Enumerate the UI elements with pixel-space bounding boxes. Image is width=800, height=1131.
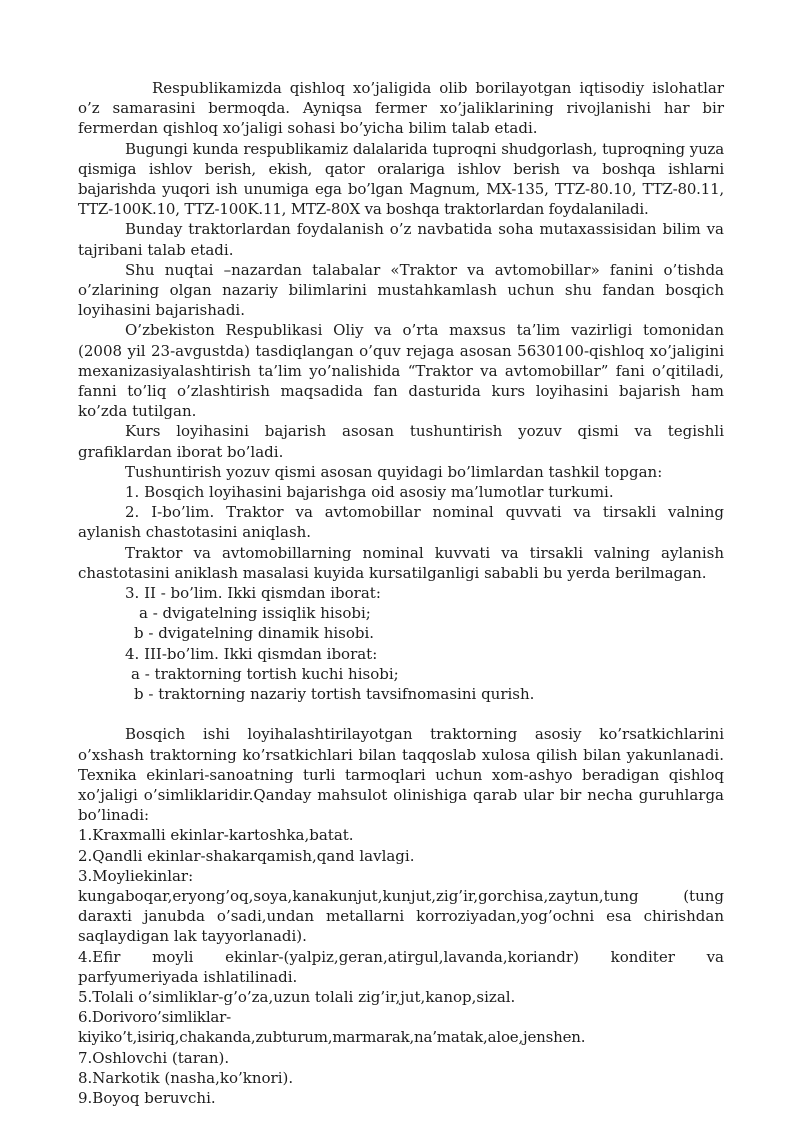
paragraph-tractors-used: Bugungi kunda respublikamiz dalalarida tuproqni shudgorlash, tuproqning yuza qismiga ishlov berish, ekish, qator oralariga ishlov berish va boshqa ishlarni bajarishda yuqori ish unumiga ega bo’lgan Magnum, MX-135, TTZ-80.10, TTZ-80.11, TTZ-100K.10, TTZ-100K.11, MTZ-80X va boshqa traktorlardan foydalaniladi. — [78, 139, 724, 219]
paragraph-course-project: Shu nuqtai –nazardan talabalar «Traktor va avtomobillar» fanini o’tishda o’zlarining olgan nazariy bilimlarini mustahkamlash uchun shu fandan bosqich loyihasini bajarishadi. — [78, 260, 724, 320]
list-subitem-3b: b - dvigatelning dinamik hisobi. — [134, 624, 375, 643]
paragraph-note: Traktor va avtomobillarning nominal kuvvati va tirsakli valning aylanish chastotasini aniklash masalasi kuyida kursatilganligi sababli bu yerda berilmagan. — [78, 543, 724, 582]
paragraph-project-structure: Kurs loyihasini bajarish asosan tushuntirish yozuv qismi va tegishli grafiklardan iborat bo’ladi. — [78, 422, 724, 461]
crop-list-item-7: 7.Oshlovchi (taran). — [78, 1048, 230, 1067]
paragraph-conclusion: Bosqich ishi loyihalashtirilayotgan traktorning asosiy ko’rsatkichlarini o’xshash traktorning ko’rsatkichlari bilan taqqoslab xulosa qilish bilan yakunlanadi. Texnika ekinlari-sanoatning turli tarmoqlari uchun xom-ashyo beradigan qishloq xo’jaligi o’simliklaridir.Qanday mahsulot olinishiga qarab ular bir necha guruhlarga bo’linadi: — [78, 725, 724, 825]
paragraph-intro: Respublikamizda qishloq xo’jaligida olib borilayotgan iqtisodiy islohatlar o’z samarasini bermoqda. Ayniqsa fermer xo’jaliklarining rivojlanishi har bir fermerdan qishloq xo’jaligi sohasi bo’yicha bilim talab etadi. — [78, 79, 724, 138]
crop-list-item-3: 3.Moyliekinlar: kungaboqar,eryong’oq,soya,kanakunjut,kunjut,zig’ir,gorchisa,zaytun,tung (tung daraxti janubda o’sadi,undan metallarni korroziyadan,yog’ochni esa chirishdan saqlaydigan lak tayyorlanadi). — [78, 866, 724, 946]
paragraph-sections-intro: Tushuntirish yozuv qismi asosan quyidagi bo’limlardan tashkil topgan: — [125, 462, 663, 481]
list-subitem-4b: b - traktorning nazariy tortish tavsifnomasini qurish. — [134, 685, 535, 704]
list-item-section-1: 1. Bosqich loyihasini bajarishga oid asosiy ma’lumotlar turkumi. — [125, 483, 614, 502]
crop-list-item-5: 5.Tolali o’simliklar-g’o’za,uzun tolali zig’ir,jut,kanop,sizal. — [78, 987, 516, 1006]
crop-list-item-6: 6.Dorivoro’simliklar-kiyiko’t,isiriq,chakanda,zubturum,marmarak,na’matak,aloe,jenshen. — [78, 1008, 586, 1047]
list-subitem-4a: a - traktorning tortish kuchi hisobi; — [131, 664, 399, 683]
crop-list-item-4: 4.Efir moyli ekinlar-(yalpiz,geran,atirgul,lavanda,koriandr) konditer va parfyumeriyada ishlatilinadi. — [78, 947, 724, 986]
crop-list-item-8: 8.Narkotik (nasha,ko’knori). — [78, 1068, 294, 1087]
paragraph-expertise: Bunday traktorlardan foydalanish o’z navbatida soha mutaxassisidan bilim va tajribani talab etadi. — [78, 220, 724, 259]
document-page — [78, 78, 724, 1108]
list-item-section-2: 2. I-bo’lim. Traktor va avtomobillar nominal quvvati va tirsakli valning aylanish chastotasini aniqlash. — [78, 503, 724, 542]
list-subitem-3a: a - dvigatelning issiqlik hisobi; — [139, 604, 371, 623]
crop-list-item-1: 1.Kraxmalli ekinlar-kartoshka,batat. — [78, 826, 354, 845]
crop-list-item-9: 9.Boyoq beruvchi. — [78, 1088, 216, 1107]
paragraph-ministry: O’zbekiston Respublikasi Oliy va o’rta maxsus ta’lim vazirligi tomonidan (2008 yil 23-avgustda) tasdiqlangan o’quv rejaga asosan 5630100-qishloq xo’jaligini mexanizasiyalashtirish ta’lim yo’nalishida “Traktor va avtomobillar” fani o’qitiladi, fanni to’liq o’zlashtirish maqsadida fan dasturida kurs loyihasini bajarish ham ko’zda tutilgan. — [78, 321, 724, 421]
crop-list-item-2: 2.Qandli ekinlar-shakarqamish,qand lavlagi. — [78, 846, 415, 865]
list-item-section-4: 4. III-bo’lim. Ikki qismdan iborat: — [125, 644, 378, 663]
list-item-section-3: 3. II - bo’lim. Ikki qismdan iborat: — [125, 584, 381, 603]
paragraph-spacer — [78, 704, 724, 724]
